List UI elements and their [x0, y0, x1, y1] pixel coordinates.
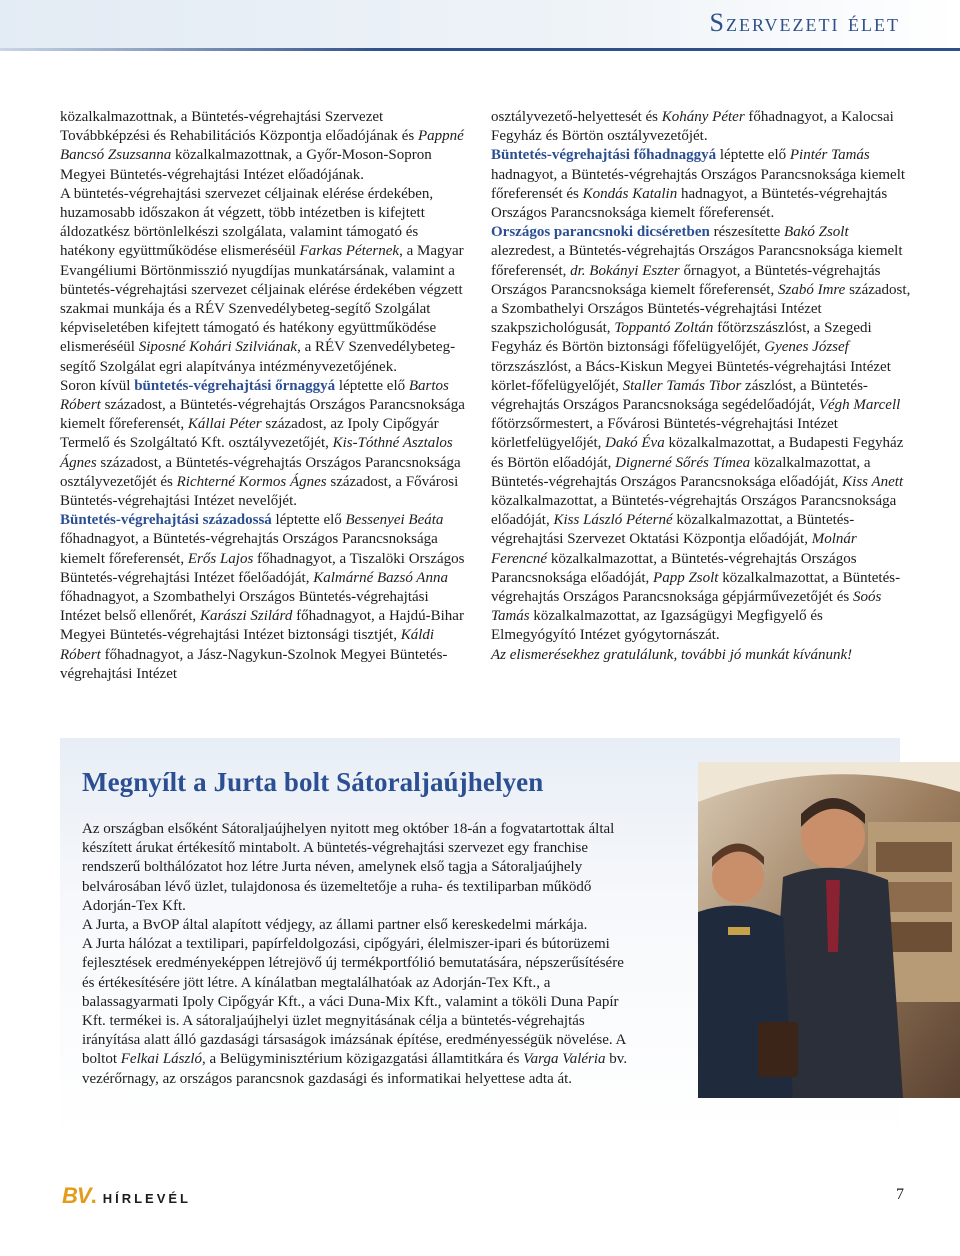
name-text: Felkai László: [120, 1051, 203, 1068]
logo-dot: .: [90, 1183, 97, 1208]
paragraph: [491, 646, 911, 665]
article-photo: [698, 762, 960, 1098]
text-run: közalkalmazottnak, a Győr-Moson-Sopron Megyei Büntetés-végrehajtási Intézet előadójának.: [60, 147, 432, 183]
name-text: Molnár Ferencné: [491, 531, 857, 567]
highlight-text: Országos parancsnoki dicséretben: [491, 224, 710, 241]
name-text: Dignerné Sőrés Tímea: [615, 454, 751, 471]
header-rule: [0, 48, 960, 51]
name-text: Toppantó Zoltán: [614, 320, 714, 337]
name-text: Pintér Tamás: [789, 147, 870, 164]
name-text: Kiss László Péterné: [553, 512, 673, 529]
left-column: [60, 108, 472, 684]
text-run: közalkalmazottat, a Büntetés-végrehajtás Országos Parancsnoksága előadóját,: [491, 454, 871, 490]
name-text: dr. Bokányi Eszter: [570, 262, 680, 279]
text-run: közalkalmazottat, a Büntetés-végrehajtás Országos Parancsnoksága előadóját,: [491, 550, 857, 586]
paragraph: [82, 935, 632, 1089]
paragraph: [60, 377, 472, 511]
name-text: Az elismerésekhez gratulálunk, további jó munkát kívánunk!: [491, 646, 853, 663]
text-run: századost, a Fővárosi Büntetés-végrehajtási Intézet nevelőjét.: [60, 473, 459, 510]
text-run: A Jurta, a BvOP által alapított védjegy, az állami partner első kereskedelmi márkája.: [82, 917, 588, 934]
text-run: főhadnagyot, a Szombathelyi Országos Büntetés-végrehajtási Intézet belső ellenőrét,: [60, 589, 429, 625]
name-text: Papp Zsolt: [653, 569, 719, 586]
text-run: közalkalmazottat, a Büntetés-végrehajtás Országos Parancsnoksága előadóját,: [491, 493, 897, 529]
text-run: közalkalmazottat, az Igazságügyi Megfigyelő és Elmegyógyító Intézet gyógytornászát.: [491, 608, 823, 644]
name-text: Szabó Imre: [777, 281, 846, 298]
text-run: törzszászlóst, a Bács-Kiskun Megyei Büntetés-végrehajtási Intézet körlet-főfelügyelőjét,: [491, 358, 891, 394]
newsletter-logo: [62, 1183, 191, 1209]
text-run: századost, a Büntetés-végrehajtás Országos Parancsnoksága kiemelt főreferensét,: [60, 397, 465, 433]
paragraph: [60, 511, 472, 684]
name-text: Kállai Péter: [187, 416, 262, 433]
name-text: Farkas Péternek: [299, 243, 400, 260]
highlight-text: Büntetés-végrehajtási századossá: [60, 512, 272, 529]
text-run: főhadnagyot, a Tiszalöki Országos Büntetés-végrehajtási Intézet főelőadóját,: [60, 550, 465, 586]
text-run: főhadnagyot, a Jász-Nagykun-Szolnok Megyei Büntetés-végrehajtási Intézet: [60, 646, 448, 682]
name-text: Káldi Róbert: [60, 627, 435, 663]
name-text: Varga Valéria: [523, 1051, 606, 1068]
text-run: hadnagyot, a Büntetés-végrehajtás Országos Parancsnoksága kiemelt főreferensét.: [491, 185, 888, 222]
name-text: Kondás Katalin: [582, 185, 678, 202]
text-run: főhadnagyot, a Kalocsai Fegyház és Börtön osztályvezetőjét.: [491, 109, 894, 145]
paragraph: [60, 108, 472, 185]
text-run: közalkalmazottnak, a Büntetés-végrehajtási Szervezet Továbbképzési és Rehabilitációs Központja előadójának és: [60, 109, 419, 145]
text-run: főhadnagyot, a Büntetés-végrehajtás Országos Parancsnoksága kiemelt főreferensét,: [60, 531, 438, 567]
page-number: 7: [896, 1186, 904, 1203]
name-text: Kis-Tóthné Asztalos Ágnes: [60, 435, 453, 471]
text-run: közalkalmazottat, a Büntetés-végrehajtás Országos Parancsnoksága gépjárművezetőjét és: [491, 569, 901, 606]
logo-hirlevel-text: HÍRLEVÉL: [102, 1190, 191, 1206]
text-run: osztályvezető-helyettesét és: [491, 109, 662, 125]
name-text: Kiss Anett: [842, 473, 904, 490]
text-run: , a Magyar Evangéliumi Börtönmisszió nyugdíjas munkatársának, valamint a büntetés-végrehajtási szervezet céljainak elérése érdekében végzett szakmai munkája és a RÉV Szenvedélybeteg-segítő Szolgálat képviseletében kifejtett támogató és hatékony együttműködése elismeréséül: [60, 243, 464, 356]
name-text: Bakó Zsolt: [784, 224, 849, 241]
name-text: Siposné Kohári Szilviának: [138, 339, 298, 356]
text-run: zászlóst, a Büntetés-végrehajtás Országos Parancsnoksága segédelőadóját,: [491, 377, 868, 414]
text-run: léptette elő: [335, 377, 409, 394]
text-run: léptette elő: [716, 147, 790, 164]
text-run: A büntetés-végrehajtási szervezet céljainak elérése érdekében, huzamosabb időszakon át végzett, több intézetben is kifejtett áldozatkész börtönlelkészi szolgálata, valamint támogató és hatékony együttműködése elismeréséül: [60, 185, 434, 260]
text-run: őrnagyot, a Büntetés-végrehajtás Országos Parancsnoksága kiemelt főreferensét,: [491, 262, 881, 298]
name-text: Karászi Szilárd: [199, 608, 293, 625]
paragraph: [82, 820, 632, 916]
text-run: , a RÉV Szenvedélybeteg-segítő Szolgálat egri alapítványa intézményvezetőjének.: [60, 339, 456, 375]
logo-bv-mark: BV: [62, 1183, 91, 1208]
text-run: A Jurta hálózat a textilipari, papírfeldolgozási, cipőgyári, élelmiszer-ipari és bútorüzemi fejlesztések eredményeképpen létrejövő új termékportfólió bemutatására, népszerűsítésére és értékesítésére jött létre. A kínálatban megtalálhatóak az Adorján-Tex Kft., a balassagyarmati Ipoly Cipőgyár Kft., a váci Duna-Mix Kft., valamint a tököli Duna Papír Kft. termékei is. A sátoraljaújhelyi üzlet megnyitásának célja a büntetés-végrehajtás irányítása alatt álló gazdasági társaságok imázsának építése, eredményességük növelése. A boltot: [82, 936, 626, 1068]
text-run: részesítette: [709, 224, 785, 241]
text-run: közalkalmazottat, a Budapesti Fegyház és Börtön előadóját,: [491, 435, 904, 471]
text-run: főhadnagyot, a Hajdú-Bihar Megyei Büntetés-végrehajtási Intézet biztonsági tisztjét,: [60, 608, 464, 644]
name-text: Staller Tamás Tibor: [622, 377, 742, 394]
text-run: bv. vezérőrnagy, az országos parancsnok gazdasági és informatikai helyettese adta át.: [82, 1051, 628, 1087]
name-text: Erős Lajos: [187, 550, 254, 567]
name-text: Gyenes József: [764, 339, 849, 356]
text-run: Soron kívül: [60, 377, 135, 394]
section-title: Szervezeti élet: [709, 8, 900, 37]
paragraph: [82, 916, 632, 935]
text-run: főtörzszászlóst, a Szegedi Fegyház és Börtön biztonsági főfelügyelőjét,: [491, 320, 872, 356]
text-run: századost, a Szombathelyi Országos Büntetés-végrehajtási Intézet szakpszichológusát,: [491, 281, 911, 337]
name-text: Bartos Róbert: [60, 377, 449, 414]
name-text: Végh Marcell: [818, 397, 901, 414]
paragraph: [491, 108, 911, 146]
paragraph: [491, 146, 911, 223]
text-run: századost, az Ipoly Cipőgyár Termelő és Szolgáltató Kft. osztályvezetőjét,: [60, 416, 439, 452]
name-text: Bessenyei Beáta: [345, 512, 444, 529]
article-title: Megnyílt a Jurta bolt Sátoraljaújhelyen: [82, 767, 544, 797]
text-run: alezredest, a Büntetés-végrehajtás Országos Parancsnoksága kiemelt főreferensét,: [491, 243, 903, 279]
name-text: Dakó Éva: [605, 435, 665, 452]
text-run: , a Belügyminisztérium közigazgatási államtitkára és: [202, 1051, 524, 1068]
text-run: közalkalmazottat, a Büntetés-végrehajtási Szervezet Oktatási Központja előadóját,: [491, 512, 855, 548]
name-text: Kohány Péter: [661, 109, 745, 125]
highlight-text: büntetés-végrehajtási őrnaggyá: [134, 377, 336, 394]
right-column: [491, 108, 911, 665]
text-run: Az országban elsőként Sátoraljaújhelyen nyitott meg október 18-án a fogvatartottak által készített árukat értékesítő mintabolt. A büntetés-végrehajtási szervezet egy franchise rendszerű bolthálózatot hoz létre Jurta néven, amelynek első tagja a Sátoraljaújhely belvárosában lévő üzlet, tulajdonosa és üzemeltetője a ruha- és textiliparban működő Adorján-Tex Kft.: [82, 821, 615, 914]
name-text: Pappné Bancsó Zsuzsanna: [60, 128, 464, 164]
text-run: főtörzsőrmestert, a Fővárosi Büntetés-végrehajtási Intézet körletfelügyelőjét,: [491, 416, 838, 452]
text-run: hadnagyot, a Büntetés-végrehajtás Országos Parancsnoksága kiemelt főreferensét és: [491, 166, 906, 202]
photo-illustration: [698, 762, 960, 1098]
text-run: léptette elő: [271, 512, 346, 529]
name-text: Kalmárné Bazsó Anna: [313, 569, 448, 586]
text-run: századost, a Büntetés-végrehajtás Országos Parancsnoksága osztályvezetőjét és: [60, 454, 461, 490]
article-body: [82, 820, 632, 1089]
name-text: Richterné Kormos Ágnes: [176, 473, 327, 490]
highlight-text: Büntetés-végrehajtási főhadnaggyá: [491, 147, 717, 164]
paragraph: [60, 185, 472, 377]
paragraph: [491, 223, 911, 645]
name-text: Soós Tamás: [491, 589, 882, 625]
